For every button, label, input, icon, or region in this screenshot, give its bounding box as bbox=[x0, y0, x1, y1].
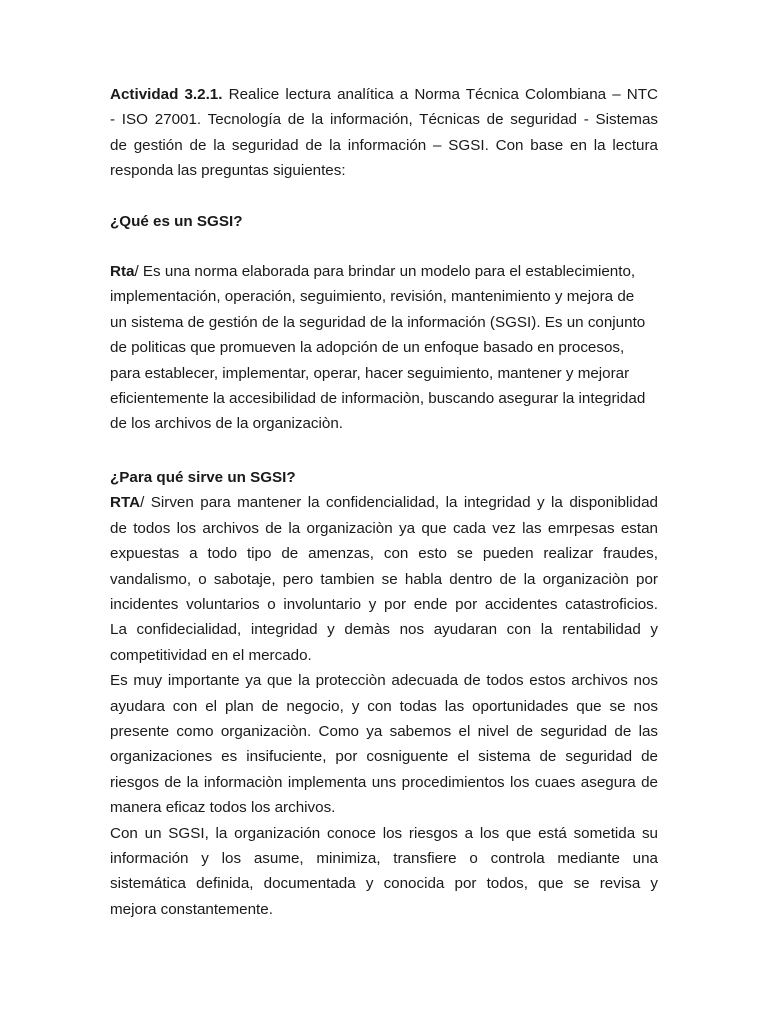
q2-p3-line-3: sistemática definida, documentada y conocida por todos, que se revisa y bbox=[110, 875, 658, 893]
question1-title: ¿Qué es un SGSI? bbox=[110, 212, 243, 230]
q1-answer-line-7: de los archivos de la organizaciòn. bbox=[110, 415, 344, 433]
q1-answer-line-1: Rta/ Es una norma elaborada para brindar un modelo para el establecimiento, bbox=[110, 263, 636, 281]
activity-line-4: responda las preguntas siguientes: bbox=[110, 162, 346, 180]
activity-line-1: Actividad 3.2.1. Realice lectura analítica a Norma Técnica Colombiana – NTC bbox=[110, 86, 659, 103]
activity-line-2: - ISO 27001. Tecnología de la información, Técnicas de seguridad - Sistemas bbox=[110, 111, 658, 129]
q2-answer-line-2: de todos los archivos de la organizaciòn ya que cada vez las emrpesas estan bbox=[110, 519, 658, 537]
q2-p2-line-4: organizaciones es insifuciente, por cosniguente el sistema de seguridad de bbox=[110, 748, 658, 766]
q2-p3-line-1: Con un SGSI, la organización conoce los riesgos a los que está sometida su bbox=[110, 824, 658, 842]
q2-p2-line-1: Es muy importante ya que la protecciòn adecuada de todos estos archivos nos bbox=[110, 672, 658, 690]
q1-answer-line-2: implementación, operación, seguimiento, revisión, mantenimiento y mejora de bbox=[110, 288, 635, 306]
q2-answer-label: RTA bbox=[110, 494, 141, 512]
q1-answer-label: Rta bbox=[110, 263, 135, 281]
q2-p2-line-2: ayudara con el plan de negocio, y con todas las oportunidades que se nos bbox=[110, 697, 658, 715]
q2-answer-line-5: incidentes voluntarios o involuntario y por ende por accidentes catastroficios. bbox=[110, 595, 658, 613]
q2-p3-line-4: mejora constantemente. bbox=[110, 900, 273, 918]
question2-answer bbox=[110, 490, 658, 668]
q1-answer-line-4: de politicas que promueven la adopción de un enfoque basado en procesos, bbox=[110, 339, 625, 357]
question1-answer bbox=[110, 259, 658, 437]
q2-answer-line-7: competitividad en el mercado. bbox=[110, 646, 312, 664]
q2-answer-line-4: vandalismo, o sabotaje, pero tambien se habla dentro de la organizaciòn por bbox=[110, 570, 658, 588]
q1-answer-line-3: un sistema de gestión de la seguridad de la información (SGSI). Es un conjunto bbox=[110, 313, 646, 331]
q1-answer-line-6: eficientemente la accesibilidad de informaciòn, buscando asegurar la integridad bbox=[110, 390, 646, 408]
q2-p2-line-5: riesgos de la informaciòn implementa uns procedimientos los cuaes asegura de bbox=[110, 773, 658, 791]
q2-p3-line-2: información y los asume, minimiza, transfiere o controla mediante una bbox=[110, 849, 658, 867]
question2-paragraph-2 bbox=[110, 668, 658, 820]
q2-p2-line-6: manera eficaz todos los archivos. bbox=[110, 799, 336, 817]
question2-paragraph-3 bbox=[110, 821, 658, 923]
q2-answer-line-1: RTA/ Sirven para mantener la confidencialidad, la integridad y la disponiblidad bbox=[110, 494, 658, 512]
q2-answer-line-6: La confidecialidad, integridad y demàs nos ayudaran con la rentabilidad y bbox=[110, 621, 658, 639]
q1-answer-line-5: para establecer, implementar, operar, hacer seguimiento, mantener y mejorar bbox=[110, 364, 630, 382]
document-page bbox=[110, 82, 658, 922]
activity-line-3: de gestión de la seguridad de la información – SGSI. Con base en la lectura bbox=[110, 136, 658, 154]
question2-title: ¿Para qué sirve un SGSI? bbox=[110, 468, 296, 486]
activity-label: Actividad 3.2.1. bbox=[110, 86, 223, 103]
q2-answer-line-3: expuestas a todo tipo de amenzas, con esto se pueden realizar fraudes, bbox=[110, 545, 658, 563]
activity-paragraph bbox=[110, 82, 658, 184]
q2-p2-line-3: presente como organizaciòn. Como ya sabemos el nivel de seguridad de las bbox=[110, 722, 658, 740]
